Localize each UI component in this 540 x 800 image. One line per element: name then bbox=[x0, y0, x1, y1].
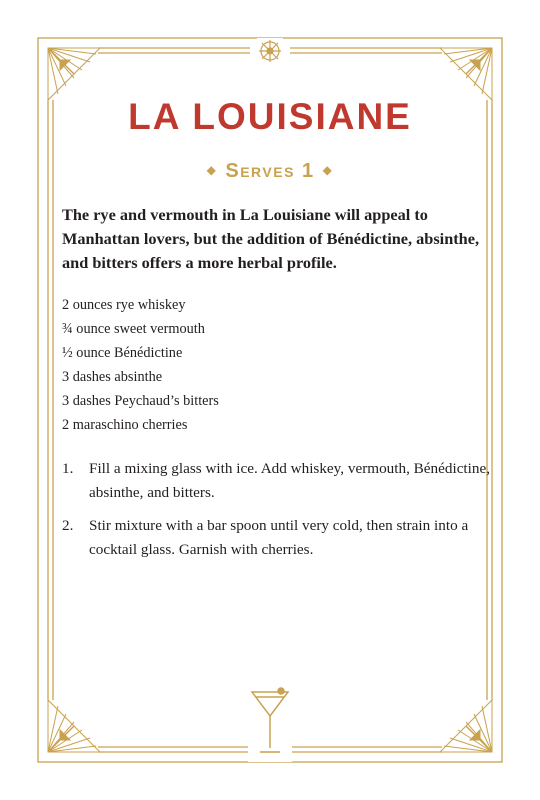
step-number: 2. bbox=[62, 517, 74, 534]
step-item bbox=[62, 514, 502, 562]
instruction-steps bbox=[62, 457, 502, 571]
serves-line bbox=[0, 160, 540, 183]
corner-ornament-bottom-right bbox=[440, 700, 492, 752]
recipe-intro: The rye and vermouth in La Louisiane will appeal to Manhattan lovers, but the addition of Bénédictine, absinthe, and bitters offers a more herbal profile. bbox=[62, 205, 480, 272]
step-number: 1. bbox=[62, 460, 74, 477]
corner-ornament-top-left bbox=[48, 48, 100, 100]
ingredient-item: ¾ ounce sweet vermouth bbox=[62, 321, 205, 337]
step-text: Fill a mixing glass with ice. Add whiskey, vermouth, Bénédictine, absinthe, and bitters. bbox=[89, 460, 491, 501]
ingredient-list bbox=[62, 293, 492, 437]
ingredient-item: ½ ounce Bénédictine bbox=[62, 345, 183, 361]
step-text: Stir mixture with a bar spoon until very cold, then strain into a cocktail glass. Garnish with cherries. bbox=[89, 517, 469, 558]
corner-ornament-bottom-left bbox=[48, 700, 100, 752]
ingredient-item: 2 ounces rye whiskey bbox=[62, 297, 186, 313]
ingredient-item: 3 dashes absinthe bbox=[62, 369, 163, 385]
corner-ornament-top-right bbox=[440, 48, 492, 100]
diamond-icon: ◆ bbox=[206, 163, 218, 177]
starburst-icon bbox=[257, 38, 283, 64]
ingredient-item: 2 maraschino cherries bbox=[62, 417, 188, 433]
recipe-title: LA LOUISIANE bbox=[128, 96, 412, 137]
diamond-icon: ◆ bbox=[322, 163, 334, 177]
martini-glass-icon bbox=[248, 688, 292, 762]
ingredient-item: 3 dashes Peychaud’s bitters bbox=[62, 393, 219, 409]
step-item bbox=[62, 457, 502, 505]
serves-text: Serves 1 bbox=[225, 160, 315, 182]
